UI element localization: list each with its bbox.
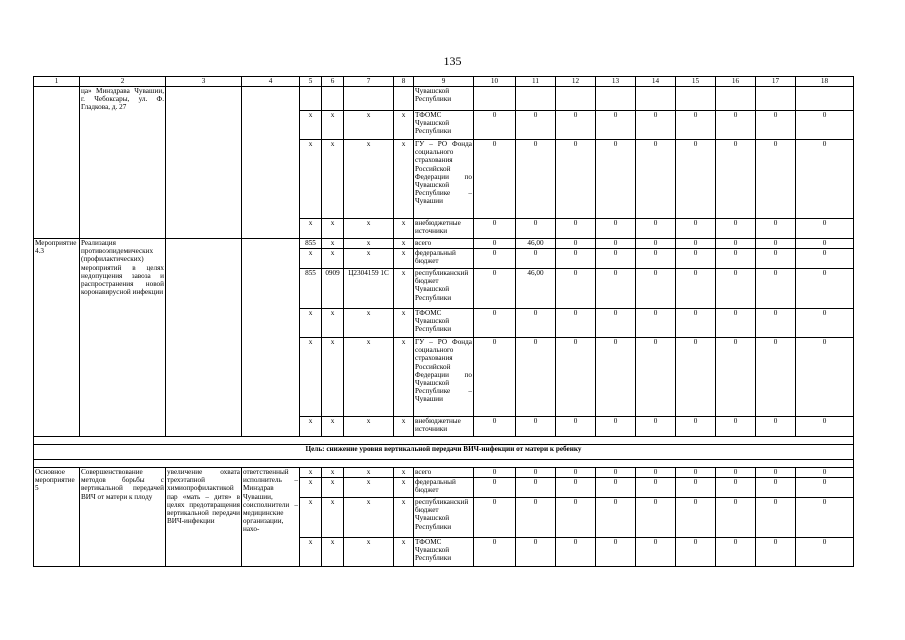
section-cell: x [322,468,344,478]
target-item-cell: x [344,111,394,140]
amount-cell: 0 [516,111,556,140]
funding-source-cell: внебюджетные источники [414,219,474,239]
section-cell: 0909 [322,269,344,309]
amount-cell: 0 [516,309,556,338]
amount-cell: 0 [556,478,596,498]
amount-cell: 0 [636,468,676,478]
amount-cell: 0 [716,219,756,239]
amount-cell: 0 [516,219,556,239]
funding-source-cell: всего [414,468,474,478]
expense-type-cell: x [394,249,414,269]
amount-cell: 0 [636,269,676,309]
amount-cell: 0 [596,219,636,239]
section-cell: x [322,219,344,239]
amount-cell: 0 [596,140,636,219]
amount-cell: 0 [474,417,516,437]
amount-cell: 0 [474,219,516,239]
amount-cell: 0 [756,468,796,478]
column-number-header: 2 [80,77,166,87]
executor-cell: ца» Минздрава Чувашии, г. Чебоксары, ул. Ф. Гладкова, д. 27 [80,87,166,239]
amount-cell: 0 [596,498,636,538]
amount-cell: 0 [716,239,756,249]
target-item-cell: x [344,478,394,498]
amount-cell: 0 [756,269,796,309]
amount-cell: 0 [796,309,854,338]
amount-cell: 0 [676,478,716,498]
amount-cell: 0 [556,249,596,269]
amount-cell: 0 [556,269,596,309]
amount-cell: 0 [636,239,676,249]
amount-cell: 46,00 [516,269,556,309]
amount-cell [516,87,556,111]
amount-cell: 0 [756,338,796,417]
column-number-header: 17 [756,77,796,87]
amount-cell: 0 [796,219,854,239]
section-cell: x [322,309,344,338]
amount-cell: 0 [596,249,636,269]
column-number-header: 14 [636,77,676,87]
amount-cell: 0 [596,111,636,140]
column-number-header: 10 [474,77,516,87]
grbs-cell: x [300,338,322,417]
amount-cell: 0 [676,249,716,269]
amount-cell: 0 [676,538,716,567]
grbs-cell: x [300,140,322,219]
amount-cell: 0 [636,249,676,269]
funding-source-cell: республиканский бюджет Чувашской Республики [414,269,474,309]
expense-type-cell: x [394,338,414,417]
budget-table [33,76,854,567]
amount-cell: 0 [474,468,516,478]
expense-type-cell: x [394,468,414,478]
funding-source-cell: ТФОМС Чувашской Республики [414,309,474,338]
target-item-cell: x [344,468,394,478]
column-number-header: 1 [34,77,80,87]
measure-name-cell: Совершенствование методов борьбы с вертикальной передачей ВИЧ от матери к плоду [80,468,166,567]
amount-cell: 0 [676,498,716,538]
responsible-cell [242,87,300,239]
amount-cell: 0 [556,417,596,437]
grbs-cell: x [300,538,322,567]
amount-cell: 0 [676,417,716,437]
measure-4-3-block [34,239,854,437]
amount-cell: 0 [716,468,756,478]
amount-cell: 0 [556,538,596,567]
grbs-cell: x [300,111,322,140]
expense-type-cell: x [394,111,414,140]
amount-cell: 0 [796,269,854,309]
continuation-block [34,87,854,239]
column-number-header: 5 [300,77,322,87]
page-number: 135 [443,54,462,68]
budget-row [34,87,854,111]
funding-source-cell: Чувашской Республики [414,87,474,111]
funding-source-cell: федеральный бюджет [414,249,474,269]
column-number-header: 6 [322,77,344,87]
expense-type-cell: x [394,239,414,249]
amount-cell: 0 [556,468,596,478]
grbs-cell: x [300,498,322,538]
column-number-header: 8 [394,77,414,87]
target-item-cell: x [344,538,394,567]
amount-cell: 0 [636,538,676,567]
amount-cell: 0 [676,309,716,338]
expense-type-cell: x [394,478,414,498]
target-item-cell: x [344,309,394,338]
amount-cell: 0 [474,478,516,498]
target-item-cell [344,87,394,111]
section-cell: x [322,239,344,249]
amount-cell: 0 [796,249,854,269]
column-number-header: 7 [344,77,394,87]
column-number-header: 18 [796,77,854,87]
grbs-cell: x [300,417,322,437]
amount-cell: 0 [796,140,854,219]
amount-cell: 0 [556,338,596,417]
amount-cell: 0 [636,417,676,437]
amount-cell: 0 [796,111,854,140]
amount-cell: 0 [636,140,676,219]
budget-row [34,468,854,478]
section-cell: x [322,538,344,567]
amount-cell: 0 [796,468,854,478]
amount-cell: 0 [756,309,796,338]
amount-cell: 0 [716,498,756,538]
amount-cell: 0 [676,468,716,478]
expense-type-cell: x [394,417,414,437]
amount-cell: 0 [636,338,676,417]
funding-source-cell: федеральный бюджет [414,478,474,498]
grbs-cell: x [300,478,322,498]
expense-type-cell: x [394,538,414,567]
amount-cell: 0 [516,468,556,478]
amount-cell: 0 [556,309,596,338]
amount-cell: 0 [474,239,516,249]
amount-cell: 0 [474,111,516,140]
section-cell: x [322,498,344,538]
column-number-header: 4 [242,77,300,87]
column-number-header: 9 [414,77,474,87]
target-item-cell: x [344,417,394,437]
amount-cell: 0 [716,111,756,140]
amount-cell: 0 [716,269,756,309]
header-row [34,77,854,87]
column-number-header: 15 [676,77,716,87]
amount-cell: 0 [756,538,796,567]
goal-heading: Цель: снижение уровня вертикальной передачи ВИЧ-инфекции от матери к ребенку [34,445,854,460]
amount-cell: 0 [756,498,796,538]
funding-source-cell: ГУ – РО Фонда социального страхования Российской Федерации по Чувашской Республике – Чувашии [414,140,474,219]
grbs-cell: x [300,219,322,239]
target-item-cell: Ц2304159 1С [344,269,394,309]
section-cell [322,87,344,111]
amount-cell: 0 [676,239,716,249]
expense-type-cell: x [394,498,414,538]
responsible-cell: ответственный исполнитель – Минздрав Чувашии, соисполнители – медицинские организации, нахо- [242,468,300,567]
task-cell: увеличение охвата трехэтапной химиопрофилактикой пар «мать – дитя» в целях предотвращения вертикальной передачи ВИЧ-инфекции [166,468,242,567]
amount-cell: 0 [474,140,516,219]
grbs-cell [300,87,322,111]
amount-cell: 0 [756,249,796,269]
task-cell [166,87,242,239]
status-cell: Основное мероприятие 5 [34,468,80,567]
amount-cell: 0 [556,239,596,249]
amount-cell: 0 [716,309,756,338]
amount-cell: 0 [796,239,854,249]
target-item-cell: x [344,239,394,249]
amount-cell: 0 [716,538,756,567]
column-number-header: 12 [556,77,596,87]
amount-cell: 0 [636,498,676,538]
grbs-cell: 855 [300,269,322,309]
expense-type-cell: x [394,269,414,309]
funding-source-cell: ТФОМС Чувашской Республики [414,538,474,567]
amount-cell: 0 [796,338,854,417]
amount-cell: 0 [636,219,676,239]
amount-cell [796,87,854,111]
amount-cell: 0 [716,249,756,269]
amount-cell: 0 [596,538,636,567]
grbs-cell: x [300,468,322,478]
amount-cell: 0 [676,269,716,309]
amount-cell: 0 [474,338,516,417]
main-measure-5-block [34,468,854,567]
amount-cell: 0 [556,111,596,140]
responsible-cell [242,239,300,437]
amount-cell: 0 [796,417,854,437]
amount-cell: 0 [756,219,796,239]
target-item-cell: x [344,219,394,239]
amount-cell: 0 [636,111,676,140]
amount-cell: 0 [474,249,516,269]
section-cell: x [322,140,344,219]
funding-source-cell: ГУ – РО Фонда социального страхования Российской Федерации по Чувашской Республике – Чувашии [414,338,474,417]
section-cell: x [322,338,344,417]
task-cell [166,239,242,437]
amount-cell: 0 [516,538,556,567]
amount-cell: 0 [596,309,636,338]
amount-cell [676,87,716,111]
amount-cell: 0 [596,239,636,249]
amount-cell: 0 [796,538,854,567]
amount-cell: 0 [516,417,556,437]
amount-cell: 0 [756,239,796,249]
amount-cell [756,87,796,111]
amount-cell [474,87,516,111]
funding-source-cell: всего [414,239,474,249]
column-number-header: 3 [166,77,242,87]
funding-source-cell: республиканский бюджет Чувашской Республики [414,498,474,538]
expense-type-cell: x [394,219,414,239]
expense-type-cell: x [394,309,414,338]
amount-cell: 0 [796,478,854,498]
amount-cell: 0 [556,140,596,219]
amount-cell: 0 [474,269,516,309]
amount-cell: 0 [596,417,636,437]
expense-type-cell: x [394,140,414,219]
amount-cell: 0 [636,309,676,338]
amount-cell: 0 [556,219,596,239]
amount-cell: 0 [596,269,636,309]
amount-cell: 0 [676,219,716,239]
measure-name-cell: Реализация противоэпидемических (профилактических) мероприятий в целях недопущения завоза и распространения новой коронавирусной инфекции [80,239,166,437]
amount-cell: 0 [516,249,556,269]
amount-cell: 0 [756,417,796,437]
amount-cell: 0 [474,538,516,567]
section-cell: x [322,111,344,140]
column-number-header: 16 [716,77,756,87]
grbs-cell: x [300,249,322,269]
amount-cell: 0 [676,111,716,140]
column-number-header: 11 [516,77,556,87]
amount-cell [596,87,636,111]
amount-cell: 0 [756,111,796,140]
amount-cell [636,87,676,111]
amount-cell: 0 [516,498,556,538]
funding-source-cell: внебюджетные источники [414,417,474,437]
status-cell: Мероприятие 4.3 [34,239,80,437]
section-cell: x [322,249,344,269]
amount-cell: 0 [796,498,854,538]
amount-cell [556,87,596,111]
amount-cell: 0 [596,468,636,478]
target-item-cell: x [344,249,394,269]
amount-cell: 0 [676,338,716,417]
target-item-cell: x [344,498,394,538]
amount-cell: 46,00 [516,239,556,249]
amount-cell: 0 [556,498,596,538]
amount-cell: 0 [596,338,636,417]
grbs-cell: 855 [300,239,322,249]
amount-cell: 0 [756,478,796,498]
funding-source-cell: ТФОМС Чувашской Республики [414,111,474,140]
budget-row [34,239,854,249]
amount-cell: 0 [596,478,636,498]
column-number-header: 13 [596,77,636,87]
amount-cell: 0 [474,498,516,538]
amount-cell: 0 [676,140,716,219]
status-cell [34,87,80,239]
target-item-cell: x [344,338,394,417]
amount-cell: 0 [516,140,556,219]
target-item-cell: x [344,140,394,219]
amount-cell: 0 [716,417,756,437]
amount-cell: 0 [716,338,756,417]
amount-cell: 0 [636,478,676,498]
expense-type-cell [394,87,414,111]
amount-cell: 0 [716,478,756,498]
amount-cell: 0 [756,140,796,219]
section-cell: x [322,417,344,437]
amount-cell: 0 [474,309,516,338]
amount-cell: 0 [516,478,556,498]
amount-cell [716,87,756,111]
grbs-cell: x [300,309,322,338]
amount-cell: 0 [716,140,756,219]
amount-cell: 0 [516,338,556,417]
section-cell: x [322,478,344,498]
